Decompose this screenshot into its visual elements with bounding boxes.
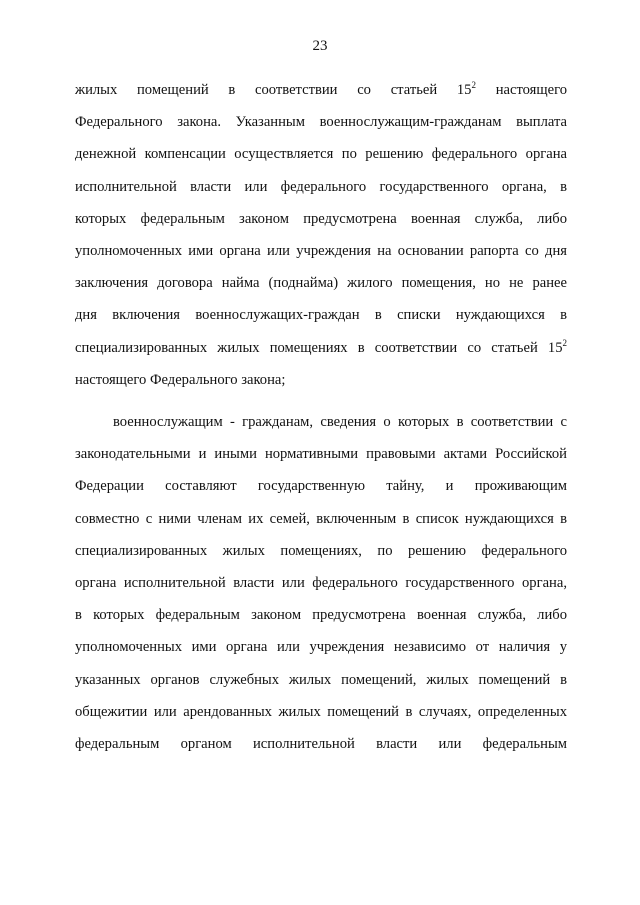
text-line: указанных органов служебных жилых помещений, жилых помещений в <box>75 671 567 688</box>
text-line: в которых федеральным законом предусмотрена военная служба, либо <box>75 607 567 624</box>
text-line: Федерального закона. Указанным военнослужащим-гражданам выплата <box>75 114 567 131</box>
text-line: которых федеральным законом предусмотрена военная служба, либо <box>75 210 567 227</box>
text-line: специализированных жилых помещениях в соответствии со статьей $15^2$ <box>75 337 567 356</box>
paragraph-2 <box>75 406 567 760</box>
text-line: дня включения военнослужащих-граждан в списки нуждающихся в <box>75 307 567 324</box>
text-line: исполнительной власти или федерального государственного органа, в <box>75 178 567 195</box>
text-line: Федерации составляют государственную тайну, и проживающим <box>75 478 567 495</box>
text-line: военнослужащим - гражданам, сведения о которых в соответствии с <box>113 414 567 431</box>
text-line: органа исполнительной власти или федерального государственного органа, <box>75 575 567 592</box>
text-line: настоящего Федерального закона; <box>75 371 286 388</box>
text-line: уполномоченных ими органа или учреждения на основании рапорта со дня <box>75 243 567 260</box>
text-line: уполномоченных ими органа или учреждения независимо от наличия у <box>75 639 567 656</box>
page-number: 23 <box>312 38 328 54</box>
document-body <box>75 74 567 760</box>
text-line: совместно с ними членам их семей, включенным в список нуждающихся в <box>75 510 567 527</box>
text-line: законодательными и иными нормативными правовыми актами Российской <box>75 446 567 463</box>
text-line: федеральным органом исполнительной власти или федеральным <box>75 736 567 753</box>
text-line: специализированных жилых помещениях, по решению федерального <box>75 542 567 559</box>
superscript: 2 <box>562 337 567 348</box>
paragraph-1 <box>75 74 567 396</box>
text-line: заключения договора найма (поднайма) жилого помещения, но не ранее <box>75 275 567 292</box>
superscript: 2 <box>471 80 476 90</box>
text-line: жилых помещений в соответствии со статьей $15^2$ настоящего <box>75 80 568 98</box>
text-line: общежитии или арендованных жилых помещений в случаях, определенных <box>75 703 567 720</box>
text-line: денежной компенсации осуществляется по решению федерального органа <box>75 146 567 163</box>
